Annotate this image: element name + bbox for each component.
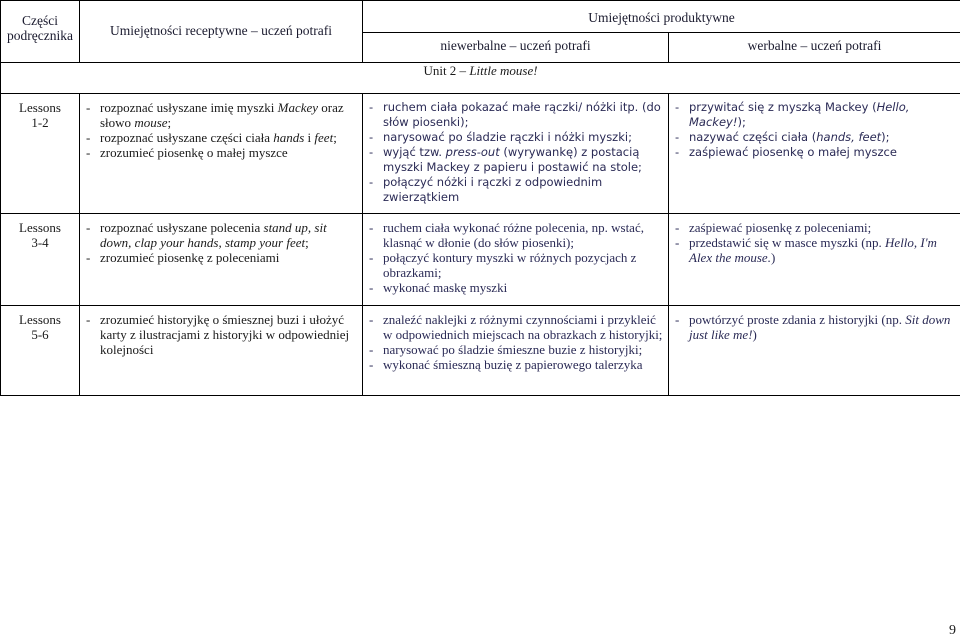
table-row [1, 94, 960, 214]
list-item [86, 130, 358, 145]
list-item: - zrozumieć piosenkę z poleceniami [86, 250, 358, 265]
header-receptive: Umiejętności receptywne – uczeń potrafi [80, 1, 363, 63]
verbal-cell [669, 214, 960, 306]
list-item: - zrozumieć piosenkę o małej myszce [86, 145, 358, 160]
list-item: - zaśpiewać piosenkę o małej myszce [675, 145, 956, 160]
lesson-label: Lessons 3-4 [1, 214, 80, 306]
lesson-label: Lessons 5-6 [1, 306, 80, 396]
nonverbal-cell [363, 306, 669, 396]
list-item-text: rozpoznać usłyszane imię myszki Mackey oraz słowo mouse; [100, 100, 344, 130]
list-item [86, 220, 358, 250]
list-item: - narysować po śladzie rączki i nóżki myszki; [369, 130, 664, 145]
list-item-text: przywitać się z myszką Mackey (Hello, Mackey!); [689, 100, 910, 129]
list-item: - wykonać śmieszną buzię z papierowego talerzyka [369, 357, 664, 372]
verbal-cell [669, 306, 960, 396]
list-item [675, 130, 956, 145]
list-item: - wykonać maskę myszki [369, 280, 664, 295]
list-item-text: przedstawić się w masce myszki (np. Hello, I'm Alex the mouse.) [689, 235, 937, 265]
list-item: - ruchem ciała pokazać małe rączki/ nóżki itp. (do słów piosenki); [369, 100, 664, 130]
list-item: - znaleźć naklejki z różnymi czynnościami i przykleić w odpowiednich miejscach na obrazkach z historyjki; [369, 312, 664, 342]
header-productive: Umiejętności produktywne [363, 1, 960, 33]
list-item: - zrozumieć historyjkę o śmiesznej buzi i ułożyć karty z ilustracjami z historyjki w odpowiedniej kolejności [86, 312, 358, 357]
nonverbal-cell [363, 94, 669, 214]
verbal-cell [669, 94, 960, 214]
list-item-text: rozpoznać usłyszane części ciała hands i feet; [100, 130, 337, 145]
lesson-label: Lessons 1-2 [1, 94, 80, 214]
list-item [675, 100, 956, 130]
receptive-cell [80, 214, 363, 306]
list-item-text: wyjąć tzw. press-out (wyrywankę) z postacią myszki Mackey z papieru i postawić na stole; [383, 145, 642, 174]
list-item: - połączyć nóżki i rączki z odpowiednim zwierzątkiem [369, 175, 664, 205]
list-item [675, 235, 956, 265]
unit-prefix: Unit 2 – [423, 63, 470, 78]
table-row [1, 306, 960, 396]
list-item: - połączyć kontury myszki w różnych pozycjach z obrazkami; [369, 250, 664, 280]
receptive-cell [80, 306, 363, 396]
list-item [86, 100, 358, 130]
list-item [675, 312, 956, 342]
header-parts: Części podręcznika [1, 1, 80, 63]
receptive-cell [80, 94, 363, 214]
list-item: - narysować po śladzie śmieszne buzie z historyjki; [369, 342, 664, 357]
table-row [1, 214, 960, 306]
list-item: - ruchem ciała wykonać różne polecenia, np. wstać, klasnąć w dłonie (do słów piosenki); [369, 220, 664, 250]
header-nonverbal: niewerbalne – uczeń potrafi [363, 33, 669, 63]
list-item-text: nazywać części ciała (hands, feet); [689, 130, 890, 144]
list-item: - zaśpiewać piosenkę z poleceniami; [675, 220, 956, 235]
nonverbal-cell [363, 214, 669, 306]
list-item [369, 145, 664, 175]
unit-name: Little mouse! [469, 63, 538, 78]
list-item-text: rozpoznać usłyszane polecenia stand up, sit down, clap your hands, stamp your feet; [100, 220, 327, 250]
list-item-text: powtórzyć proste zdania z historyjki (np. Sit down just like me!) [689, 312, 951, 342]
page-number: 9 [949, 623, 956, 638]
header-verbal: werbalne – uczeń potrafi [669, 33, 960, 63]
unit-title [1, 63, 960, 94]
